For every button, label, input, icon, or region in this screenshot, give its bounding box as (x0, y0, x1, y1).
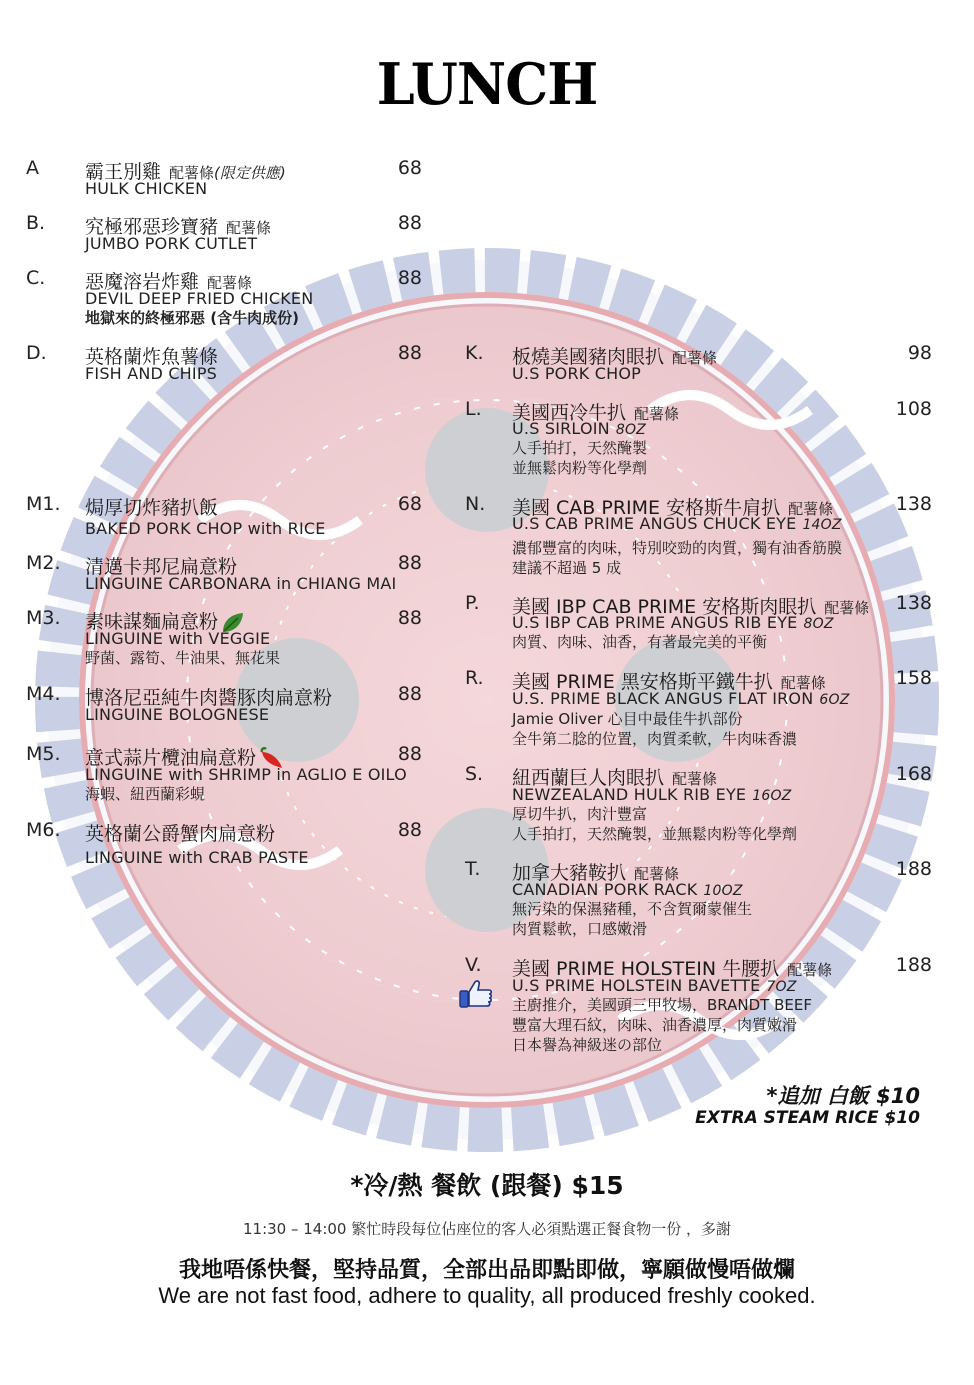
item-side-note: 配薯條 (787, 961, 833, 979)
item-description: 人手拍打，天然醃製 (512, 439, 648, 457)
item-price: 88 (397, 683, 422, 705)
item-name-cn: 惡魔溶岩炸雞 配薯條 (85, 271, 253, 293)
item-description: 主廚推介，美國頭三甲牧場，BRANDT BEEF (512, 996, 812, 1014)
item-price: 88 (397, 342, 422, 364)
item-code: C. (26, 267, 46, 289)
item-description: 全牛第二腍的位置，肉質柔軟，牛肉味香濃 (512, 730, 798, 748)
item-limited-note: (限定供應) (214, 164, 286, 182)
item-price: 108 (895, 398, 932, 420)
item-description: 日本譽為神級迷の部位 (512, 1036, 663, 1054)
item-description: 地獄來的終極邪惡 (含牛肉成份) (85, 309, 299, 327)
page-title: LUNCH (376, 50, 598, 118)
item-description: 豐富大理石紋，肉味、油香濃厚，肉質嫩滑 (512, 1016, 798, 1034)
item-name-en: NEWZEALAND HULK RIB EYE 16OZ (512, 785, 792, 804)
item-code: N. (465, 493, 486, 515)
item-side-note: 配薯條 (207, 274, 253, 292)
item-code: D. (26, 342, 47, 364)
item-name-en: LINGUINE with VEGGIE (85, 629, 271, 648)
item-price: 188 (895, 954, 932, 976)
item-code: M4. (26, 683, 61, 705)
item-name-cn: 霸王別雞 配薯條(限定供應) (85, 161, 286, 183)
item-description: 並無鬆肉粉等化學劑 (512, 459, 648, 477)
extra-rice-cn: *追加 白飯 $10 (766, 1084, 920, 1108)
item-side-note: 配薯條 (634, 405, 680, 423)
item-name-en: JUMBO PORK CUTLET (85, 234, 258, 253)
item-name-en: LINGUINE with SHRIMP in AGLIO E OILO (85, 765, 407, 784)
slogan-en: We are not fast food, adhere to quality, all produced freshly cooked. (158, 1283, 816, 1308)
item-name-cn: 究極邪惡珍寶豬 配薯條 (85, 216, 272, 238)
item-price: 88 (397, 267, 422, 289)
item-name-en: DEVIL DEEP FRIED CHICKEN (85, 289, 314, 308)
item-price: 98 (907, 342, 932, 364)
item-name-en: CANADIAN PORK RACK 10OZ (512, 880, 743, 899)
item-side-note: 配薯條 (226, 219, 272, 237)
item-price: 68 (397, 157, 422, 179)
item-side-note: 配薯條 (672, 349, 718, 367)
item-price: 188 (895, 858, 932, 880)
item-price: 88 (397, 743, 422, 765)
item-name-en: LINGUINE with CRAB PASTE (85, 848, 309, 867)
item-name-cn: 美國 PRIME HOLSTEIN 牛腰扒 配薯條 (512, 958, 833, 980)
item-name-en: U.S IBP CAB PRIME ANGUS RIB EYE 8OZ (512, 613, 834, 632)
item-price: 158 (895, 667, 932, 689)
item-name-cn: 美國西冷牛扒 配薯條 (512, 402, 680, 424)
item-name-cn: 板燒美國豬肉眼扒 配薯條 (512, 346, 718, 368)
item-code: K. (465, 342, 484, 364)
item-description: 肉質、肉味、油香，有著最完美的平衡 (512, 633, 768, 651)
item-price: 168 (895, 763, 932, 785)
item-price: 138 (895, 493, 932, 515)
item-name-en: LINGUINE CARBONARA in CHIANG MAI (85, 574, 397, 593)
item-code: L. (465, 398, 482, 420)
item-code: B. (26, 212, 46, 234)
item-code: V. (465, 954, 482, 976)
item-name-cn: 英格蘭公爵蟹肉扁意粉 (85, 823, 276, 845)
item-weight: 6OZ (819, 692, 850, 708)
item-name-en: U.S PRIME HOLSTEIN BAVETTE 7OZ (512, 976, 797, 995)
item-code: T. (465, 858, 481, 880)
item-price: 68 (397, 493, 422, 515)
item-side-note: 配薯條 (672, 770, 718, 788)
item-name-en: U.S SIRLOIN 8OZ (512, 419, 646, 438)
item-name-cn: 博洛尼亞純牛肉醬豚肉扁意粉 (85, 687, 333, 709)
item-price: 88 (397, 607, 422, 629)
item-side-note: 配薯條 (824, 599, 870, 617)
item-description: 野菌、露筍、牛油果、無花果 (85, 649, 281, 667)
item-name-cn: 素味謀麵扁意粉 (85, 607, 246, 635)
item-price: 88 (397, 212, 422, 234)
item-weight: 7OZ (766, 979, 797, 995)
thumbs-up-icon (458, 978, 494, 1010)
item-side-note: 配薯條 (780, 674, 826, 692)
item-name-en: FISH AND CHIPS (85, 364, 218, 383)
item-code: P. (465, 592, 480, 614)
item-name-en: U.S PORK CHOP (512, 364, 642, 383)
item-weight: 14OZ (802, 517, 842, 533)
item-price: 88 (397, 819, 422, 841)
slogan-cn: 我地唔係快餐，堅持品質，全部出品即點即做，寧願做慢唔做爛 (178, 1258, 795, 1283)
drink-addon: *冷/熱 餐飲 (跟餐) $15 (350, 1171, 624, 1200)
item-description: 建議不超過 5 成 (512, 559, 622, 577)
item-description: 肉質鬆軟，口感嫩滑 (512, 920, 648, 938)
item-code: A (26, 157, 39, 179)
item-side-note: 配薯條 (169, 164, 215, 182)
item-name-cn: 紐西蘭巨人肉眼扒 配薯條 (512, 767, 718, 789)
item-code: M6. (26, 819, 61, 841)
item-code: M5. (26, 743, 61, 765)
item-name-cn: 英格蘭炸魚薯條 (85, 346, 219, 368)
item-code: M2. (26, 552, 61, 574)
item-weight: 8OZ (803, 616, 834, 632)
item-name-en: HULK CHICKEN (85, 179, 208, 198)
item-price: 88 (397, 552, 422, 574)
item-name-en: U.S CAB PRIME ANGUS CHUCK EYE 14OZ (512, 514, 842, 533)
item-price: 138 (895, 592, 932, 614)
extra-rice-en: EXTRA STEAM RICE $10 (695, 1108, 920, 1128)
item-name-cn: 清邁卡邦尼扁意粉 (85, 556, 238, 578)
item-name-en: LINGUINE BOLOGNESE (85, 705, 270, 724)
item-code: M3. (26, 607, 61, 629)
item-description: 無污染的保濕豬種，不含賀爾蒙催生 (512, 900, 753, 918)
item-description: 海蝦、紐西蘭彩蜆 (85, 785, 206, 803)
item-description: 濃郁豐富的肉味，特別咬勁的肉質，獨有油香筋膜 (512, 539, 843, 557)
item-code: R. (465, 667, 484, 689)
item-code: S. (465, 763, 484, 785)
item-name-cn: 焗厚切炸豬扒飯 (85, 497, 219, 519)
item-weight: 16OZ (752, 788, 792, 804)
item-name-cn: 美國 IBP CAB PRIME 安格斯肉眼扒 配薯條 (512, 596, 870, 618)
peak-hour-notice: 11:30 – 14:00 繁忙時段每位佔座位的客人必須點選正餐食物一份 ，多謝 (242, 1220, 732, 1238)
item-code: M1. (26, 493, 61, 515)
item-side-note: 配薯條 (634, 865, 680, 883)
item-name-cn: 美國 PRIME 黑安格斯平鐵牛扒 配薯條 (512, 671, 826, 693)
item-name-cn: 意式蒜片欖油扁意粉 (85, 743, 286, 772)
item-weight: 10OZ (703, 883, 743, 899)
item-name-en: U.S. PRIME BLACK ANGUS FLAT IRON 6OZ (512, 689, 850, 708)
item-name-en: BAKED PORK CHOP with RICE (85, 519, 326, 538)
item-weight: 8OZ (615, 422, 646, 438)
item-description: 人手拍打，天然醃製，並無鬆肉粉等化學劑 (512, 825, 798, 843)
item-description: 厚切牛扒，肉汁豐富 (512, 805, 648, 823)
item-description: Jamie Oliver 心目中最佳牛扒部份 (512, 710, 743, 728)
item-side-note: 配薯條 (788, 500, 834, 518)
item-name-cn: 加拿大豬鞍扒 配薯條 (512, 862, 680, 884)
item-name-cn: 美國 CAB PRIME 安格斯牛肩扒 配薯條 (512, 497, 834, 519)
